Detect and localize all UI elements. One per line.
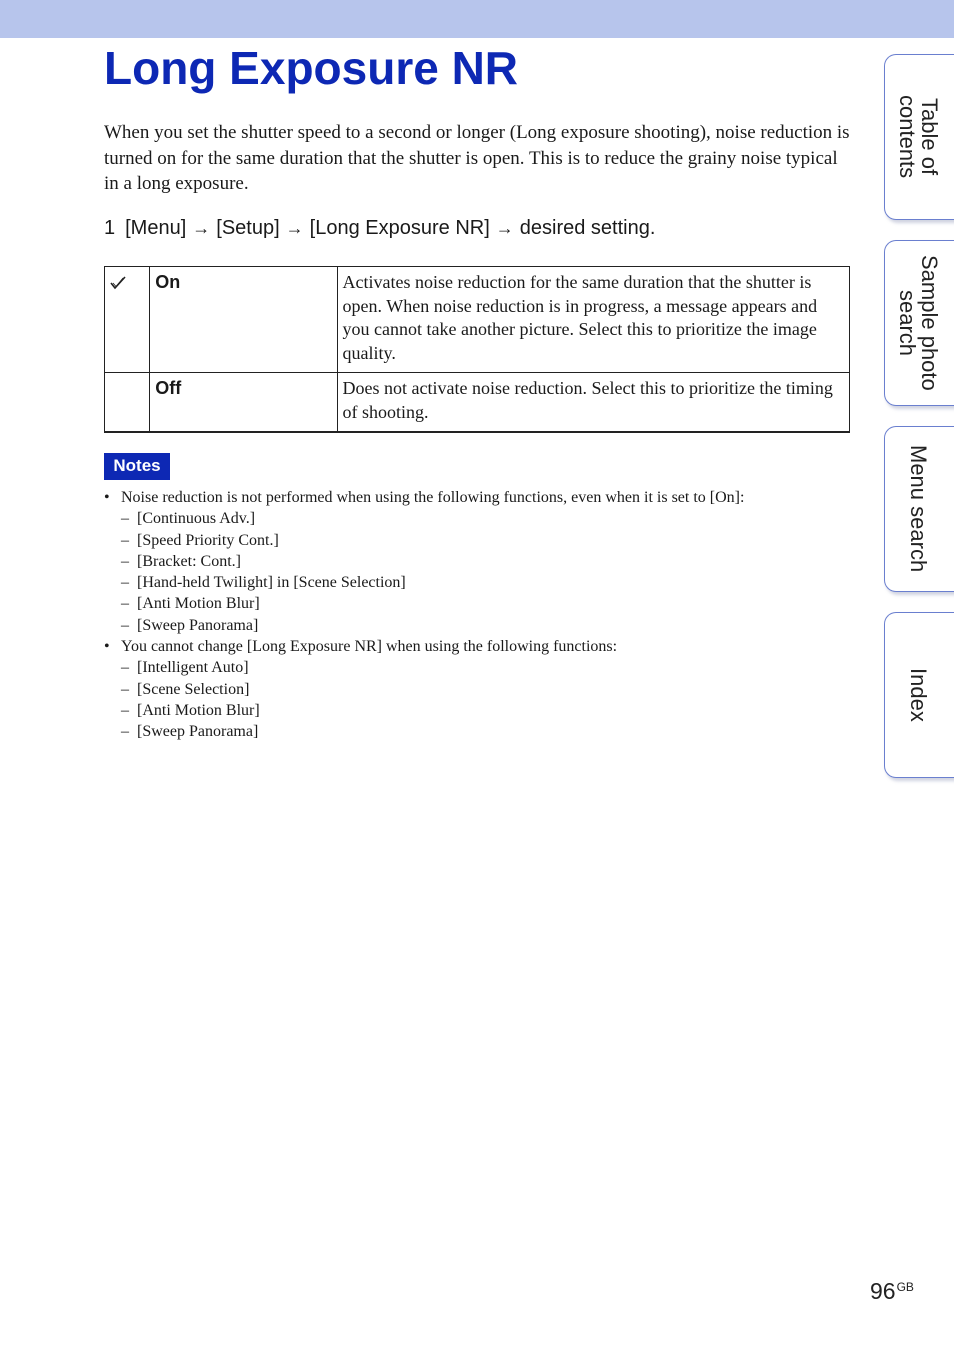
step-number: 1 xyxy=(104,217,116,239)
dash: – xyxy=(121,510,129,528)
dash: – xyxy=(121,574,129,592)
dash: – xyxy=(121,701,129,719)
bullet: • xyxy=(104,638,110,656)
note-text: You cannot change [Long Exposure NR] when using the following functions: xyxy=(121,638,618,656)
dash: – xyxy=(121,595,129,613)
page-number-suffix: GB xyxy=(896,1280,914,1294)
list-item xyxy=(104,615,844,636)
setting-description: Does not activate noise reduction. Select this to prioritize the timing of shooting. xyxy=(337,373,849,433)
step-final: desired setting. xyxy=(519,217,656,239)
sub-item-text: [Anti Motion Blur] xyxy=(137,595,260,613)
sub-item-text: [Anti Motion Blur] xyxy=(137,701,260,719)
page-title: Long Exposure NR xyxy=(104,42,519,94)
tab-label: Menu search xyxy=(906,445,931,573)
procedure-step xyxy=(104,214,655,242)
sub-item-text: [Scene Selection] xyxy=(137,680,250,698)
default-mark-cell xyxy=(105,373,150,433)
step-menu: [Menu] xyxy=(125,217,187,239)
list-item xyxy=(104,508,844,529)
list-item xyxy=(104,721,844,742)
dash: – xyxy=(121,531,129,549)
checkmark-icon xyxy=(110,274,126,294)
sub-item-text: [Continuous Adv.] xyxy=(137,510,256,528)
default-mark-cell xyxy=(105,267,150,373)
arrow-right-icon: → xyxy=(192,218,211,238)
arrow-right-icon: → xyxy=(495,218,514,238)
page-number-value: 96 xyxy=(870,1278,896,1304)
arrow-right-icon: → xyxy=(285,218,304,238)
tab-table-of-contents[interactable] xyxy=(884,54,954,220)
page-number xyxy=(870,1278,914,1305)
sub-item-text: [Hand-held Twilight] in [Scene Selection] xyxy=(137,574,406,592)
sub-item-text: [Sweep Panorama] xyxy=(137,723,259,741)
tab-label: Table of contents xyxy=(895,95,942,179)
sub-item-text: [Speed Priority Cont.] xyxy=(137,531,279,549)
tab-menu-search[interactable] xyxy=(884,426,954,592)
tab-index[interactable] xyxy=(884,612,954,778)
note-text: Noise reduction is not performed when using the following functions, even when it is set to [On]: xyxy=(121,489,745,506)
dash: – xyxy=(121,616,129,634)
notes-list xyxy=(104,487,844,743)
list-item xyxy=(104,636,844,657)
table-row xyxy=(105,267,850,373)
intro-paragraph: When you set the shutter speed to a second or longer (Long exposure shooting), noise reduction is turned on for the same duration that the shutter is open. This is to reduce the grainy noise typical in a long exposure. xyxy=(104,122,850,194)
tab-sample-photo-search[interactable] xyxy=(884,240,954,406)
dash: – xyxy=(121,723,129,741)
sub-item-text: [Bracket: Cont.] xyxy=(137,552,241,570)
bullet: • xyxy=(104,489,110,506)
sub-item-text: [Sweep Panorama] xyxy=(137,616,259,634)
setting-name: Off xyxy=(150,373,337,433)
list-item xyxy=(104,679,844,700)
tab-label: Sample photo search xyxy=(895,255,942,391)
sub-item-text: [Intelligent Auto] xyxy=(137,659,249,677)
dash: – xyxy=(121,552,129,570)
header-bar xyxy=(0,0,954,38)
setting-description: Activates noise reduction for the same duration that the shutter is open. When noise reduction is in progress, a message appears and you cannot take another picture. Select this to prioritize the image quality. xyxy=(337,267,849,373)
setting-name: On xyxy=(150,267,337,373)
list-item xyxy=(104,593,844,614)
list-item xyxy=(104,487,844,508)
step-item: [Long Exposure NR] xyxy=(309,217,490,239)
settings-table xyxy=(104,266,850,433)
notes-badge: Notes xyxy=(104,453,170,480)
list-item xyxy=(104,657,844,678)
table-row xyxy=(105,373,850,433)
dash: – xyxy=(121,659,129,677)
list-item xyxy=(104,530,844,551)
list-item xyxy=(104,551,844,572)
tab-label: Index xyxy=(906,668,931,722)
list-item xyxy=(104,572,844,593)
step-setup: [Setup] xyxy=(216,217,280,239)
list-item xyxy=(104,700,844,721)
dash: – xyxy=(121,680,129,698)
